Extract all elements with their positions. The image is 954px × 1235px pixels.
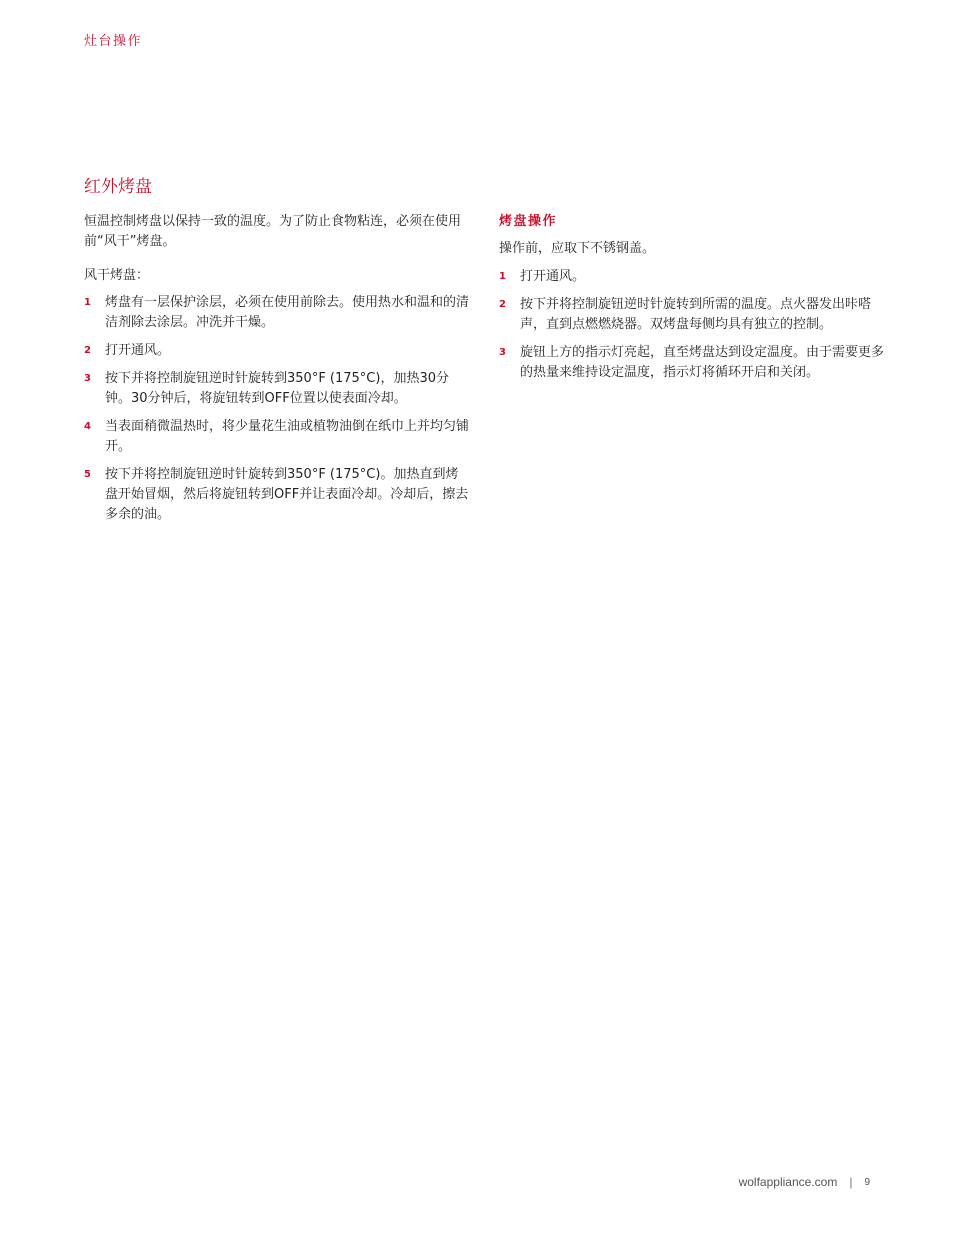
step-number: 3 — [84, 373, 91, 384]
step-text: 烤盘有一层保护涂层，必须在使用前除去。使用热水和温和的清洁剂除去涂层。冲洗并干燥。 — [105, 295, 470, 330]
operation-steps-list — [499, 267, 884, 383]
step-number: 3 — [499, 347, 506, 358]
list-item — [84, 369, 469, 409]
section-header: 灶台操作 — [84, 34, 143, 49]
page-title: 红外烤盘 — [84, 177, 152, 197]
website-link[interactable]: wolfappliance.com — [738, 1175, 838, 1189]
step-number: 1 — [499, 271, 506, 282]
griddle-operation-heading: 烤盘操作 — [499, 214, 558, 229]
right-column — [499, 212, 884, 391]
step-text: 旋钮上方的指示灯亮起，直至烤盘达到设定温度。由于需要更多的热量来维持设定温度，指示灯将循环开启和关闭。 — [520, 345, 885, 380]
list-item — [499, 295, 884, 335]
step-text: 打开通风。 — [105, 343, 171, 358]
page-footer — [739, 1175, 870, 1189]
step-text: 按下并将控制旋钮逆时针旋转到350°F (175°C)，加热30分钟。30分钟后，将旋钮转到OFF位置以使表面冷却。 — [105, 371, 449, 406]
list-item — [499, 267, 884, 287]
seasoning-steps-list — [84, 293, 469, 525]
step-number: 2 — [499, 299, 506, 310]
step-text: 打开通风。 — [520, 269, 586, 284]
step-number: 1 — [84, 297, 91, 308]
list-item — [84, 417, 469, 457]
step-number: 2 — [84, 345, 91, 356]
footer-separator: | — [849, 1175, 853, 1189]
step-text: 按下并将控制旋钮逆时针旋转到350°F (175°C)。加热直到烤盘开始冒烟，然后将旋钮转到OFF并让表面冷却。冷却后，擦去多余的油。 — [105, 467, 469, 522]
left-column — [84, 176, 469, 533]
step-number: 4 — [84, 421, 91, 432]
list-item — [499, 343, 884, 383]
list-item — [84, 465, 469, 525]
list-item — [84, 293, 469, 333]
step-text: 按下并将控制旋钮逆时针旋转到所需的温度。点火器发出咔嗒声，直到点燃燃烧器。双烤盘每侧均具有独立的控制。 — [520, 297, 872, 332]
seasoning-label: 风干烤盘： — [84, 268, 150, 283]
page-number: 9 — [864, 1176, 870, 1188]
step-number: 5 — [84, 469, 91, 480]
intro-paragraph: 恒温控制烤盘以保持一致的温度。为了防止食物粘连，必须在使用前“风干”烤盘。 — [84, 214, 462, 249]
step-text: 当表面稍微温热时，将少量花生油或植物油倒在纸巾上并均匀铺开。 — [105, 419, 470, 454]
operation-intro: 操作前，应取下不锈钢盖。 — [499, 241, 656, 256]
list-item — [84, 341, 469, 361]
